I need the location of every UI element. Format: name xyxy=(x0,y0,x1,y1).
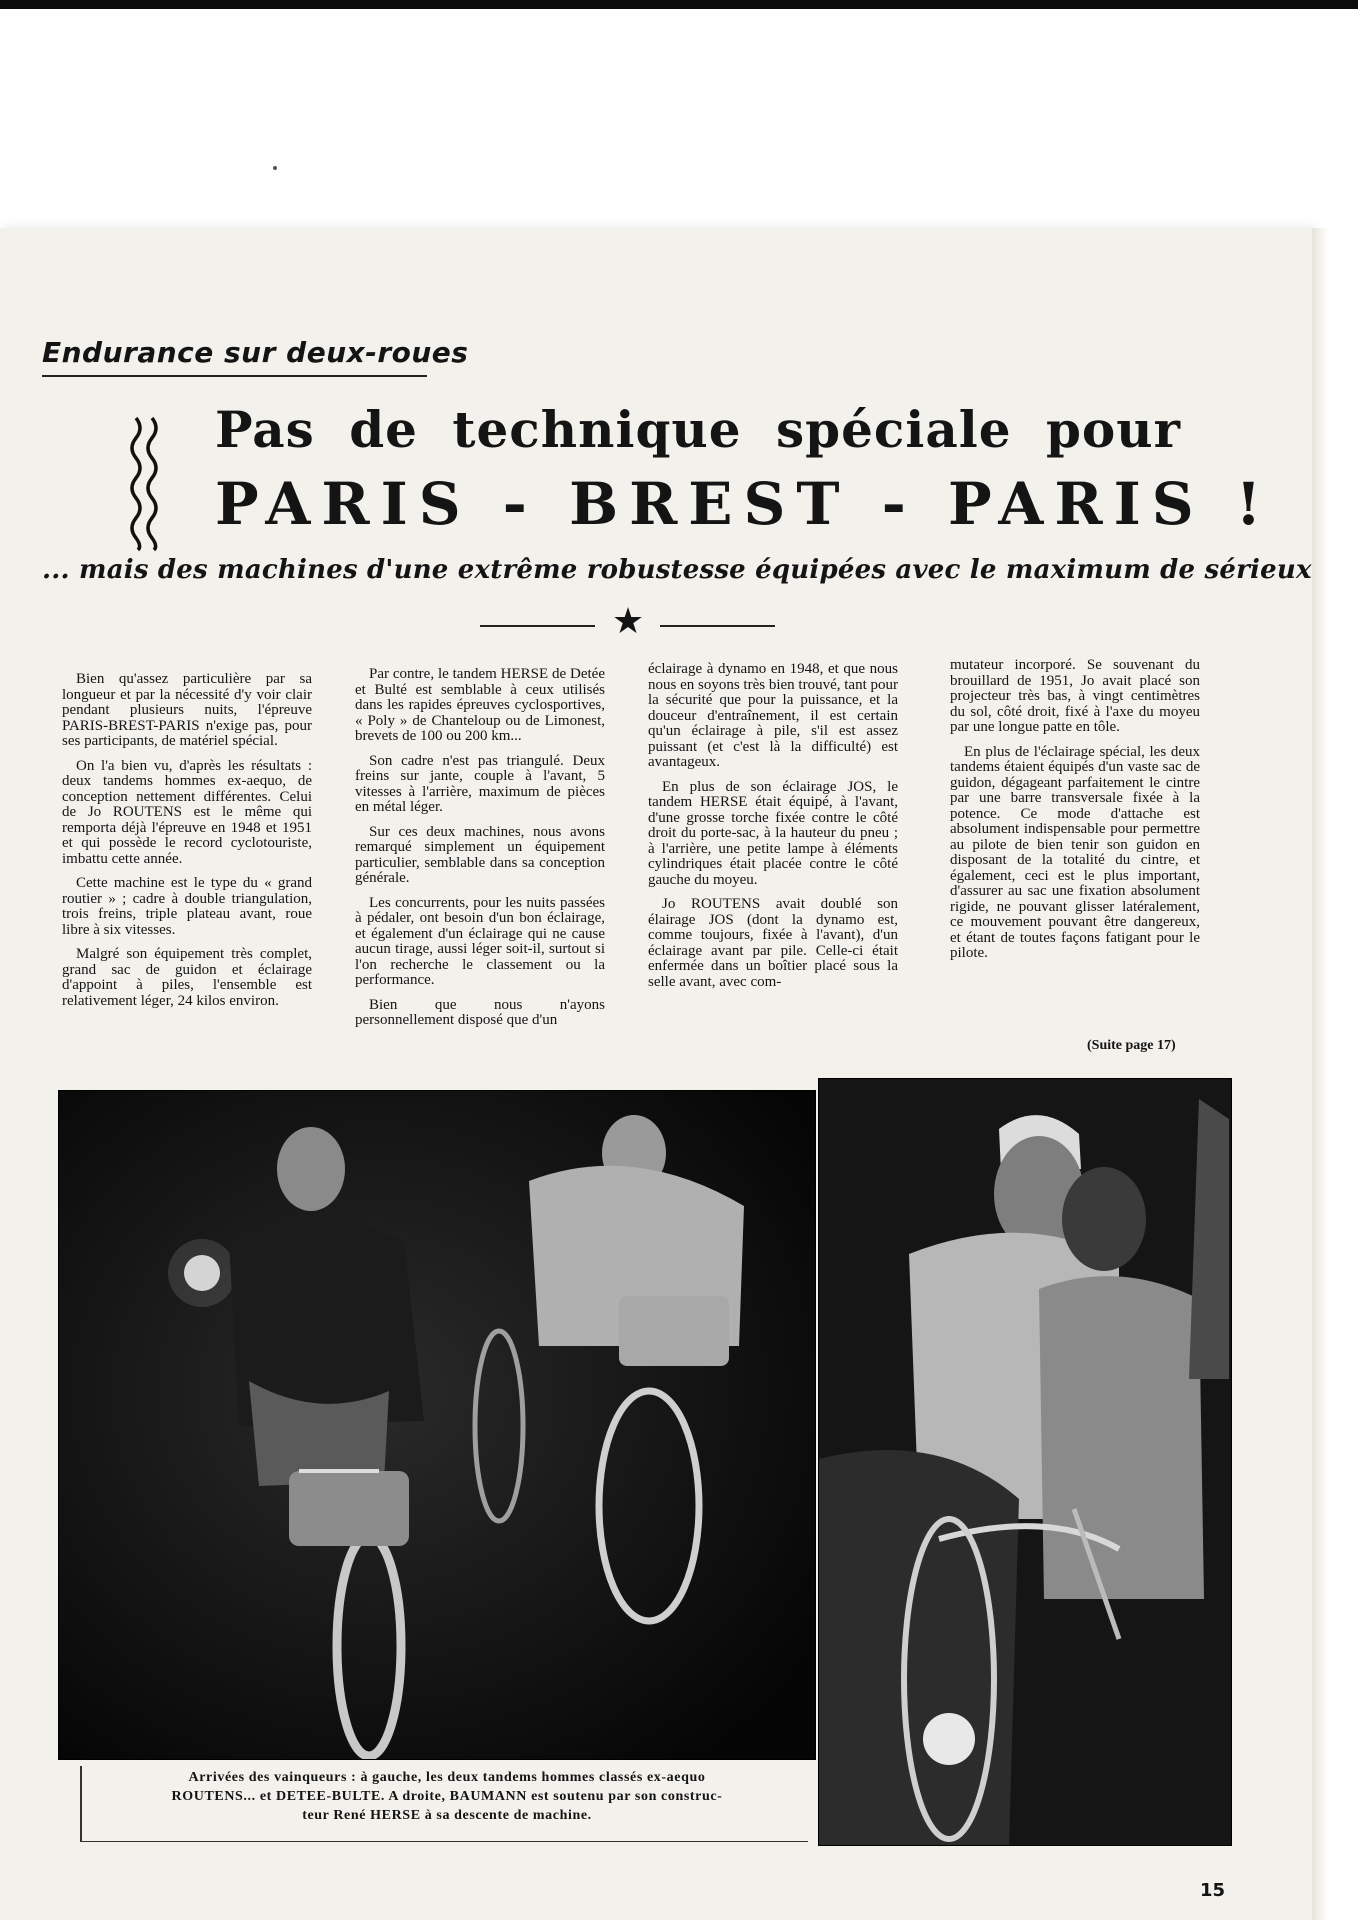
paragraph: mutateur incorporé. Se souvenant du brouillard de 1951, Jo avait placé son projecteur très bas, à vingt centimètres du sol, côté droit, fixé à l'axe du moyeu par une longue patte en tôle. xyxy=(950,657,1200,735)
paragraph: Cette machine est le type du « grand routier » ; cadre à double triangulation, trois freins, triple plateau avant, roue libre à six vitesses. xyxy=(62,875,312,938)
continued-note: (Suite page 17) xyxy=(1087,1038,1176,1053)
subheadline: ... mais des machines d'une extrême robustesse équipées avec le maximum de sérieux xyxy=(42,555,1312,585)
article-column-1 xyxy=(62,672,312,1018)
paragraph: Bien qu'assez particulière par sa longueur et par la nécessité d'y voir clair pendant plusieurs nuits, l'épreuve PARIS-BREST-PARIS n'exige pas, pour ses participants, de matériel spécial. xyxy=(62,671,312,749)
article-column-2 xyxy=(355,667,605,1038)
article-column-3 xyxy=(648,662,898,999)
paper-speck xyxy=(273,166,277,170)
scan-top-border xyxy=(0,0,1358,9)
headline-line-2: PARIS - BREST - PARIS ! xyxy=(215,470,1273,538)
paragraph: Les concurrents, pour les nuits passées à pédaler, ont besoin d'un bon éclairage, et également d'un éclairage qui ne cause aucun tirage, aussi léger soit-il, surtout si l'on recherche le classement ou la performance. xyxy=(355,894,605,988)
paragraph: On l'a bien vu, d'après les résultats : deux tandems hommes ex-aequo, de conception nettement différentes. Celui de Jo ROUTENS est le même qui remporta déjà l'épreuve en 1948 et 1951 et qui possède le record cyclotouriste, imbattu cette année. xyxy=(62,757,312,867)
paragraph: Sur ces deux machines, nous avons remarqué simplement un équipement particulier, semblable dans sa conception générale. xyxy=(355,823,605,886)
page-edge xyxy=(1312,228,1328,1920)
separator xyxy=(480,601,775,646)
star-icon: ★ xyxy=(611,601,645,642)
page-number: 15 xyxy=(1200,1880,1226,1901)
paragraph: En plus de son éclairage JOS, le tandem HERSE était équipé, à l'avant, d'une grosse torche fixée contre le côté droit du porte-sac, à la hauteur du pneu ; à l'arrière, une petite lampe à éléments cylindriques était placée contre le côté gauche du moyeu. xyxy=(648,778,898,888)
paragraph: Bien que nous n'ayons personnellement disposé que d'un xyxy=(355,996,605,1028)
paragraph: Jo ROUTENS avait doublé son élairage JOS (dont la dynamo est, comme toujours, fixée à l'avant), d'un éclairage avant par pile. Celle-ci était enfermée dans un boîtier placé sous la selle avant, avec com- xyxy=(648,896,898,990)
caption-line: ROUTENS... et DETEE-BULTE. A droite, BAUMANN est soutenu par son construc- xyxy=(171,1789,723,1804)
photo-caption xyxy=(80,1766,808,1842)
separator-rule-left xyxy=(480,625,595,627)
paragraph: En plus de l'éclairage spécial, les deux tandems étaient équipés d'un vaste sac de guidon, dégageant parfaitement le cintre par une barre transversale fixée à la potence. Ce mode d'attache est absolument indispensable pour permettre au pilote de bien tenir son guidon en disposant de la totalité du cintre, et également, ceci est le plus important, d'assurer au sac une fixation absolument rigide, ne pouvant glisser latéralement, ce mouvement pouvant être dangereux, et étant de toutes façons fatigant pour le pilote. xyxy=(950,743,1200,961)
paragraph: éclairage à dynamo en 1948, et que nous nous en soyons très bien trouvé, tant pour la sécurité que pour la puissance, et la douceur d'entraînement, il est certain qu'un éclairage à pile, s'il est assez puissant (et c'est là la difficulté) est avantageux. xyxy=(648,661,898,770)
separator-rule-right xyxy=(660,625,775,627)
photo-baumann-herse xyxy=(818,1078,1232,1846)
section-rubric: Endurance sur deux-roues xyxy=(42,336,427,377)
caption-line: Arrivées des vainqueurs : à gauche, les deux tandems hommes classés ex-aequo xyxy=(188,1770,706,1785)
paragraph: Son cadre n'est pas triangulé. Deux freins sur jante, couple à l'avant, 5 vitesses à l'arrière, maximum de pièces en métal léger. xyxy=(355,752,605,815)
article-column-4 xyxy=(950,658,1200,971)
paragraph: Par contre, le tandem HERSE de Detée et Bulté est semblable à ceux utilisés dans les rapides épreuves cyclosportives, « Poly » de Chanteloup ou de Limonest, brevets de 100 ou 200 km... xyxy=(355,666,605,744)
decorative-squiggle-icon xyxy=(128,416,164,552)
headline-line-1: Pas de technique spéciale pour xyxy=(215,400,1181,459)
caption-line: teur René HERSE à sa descente de machine. xyxy=(302,1808,592,1823)
photo-tandem-finishers xyxy=(58,1090,816,1760)
paragraph: Malgré son équipement très complet, grand sac de guidon et éclairage d'appoint à piles, l'ensemble est relativement léger, 24 kilos environ. xyxy=(62,946,312,1009)
